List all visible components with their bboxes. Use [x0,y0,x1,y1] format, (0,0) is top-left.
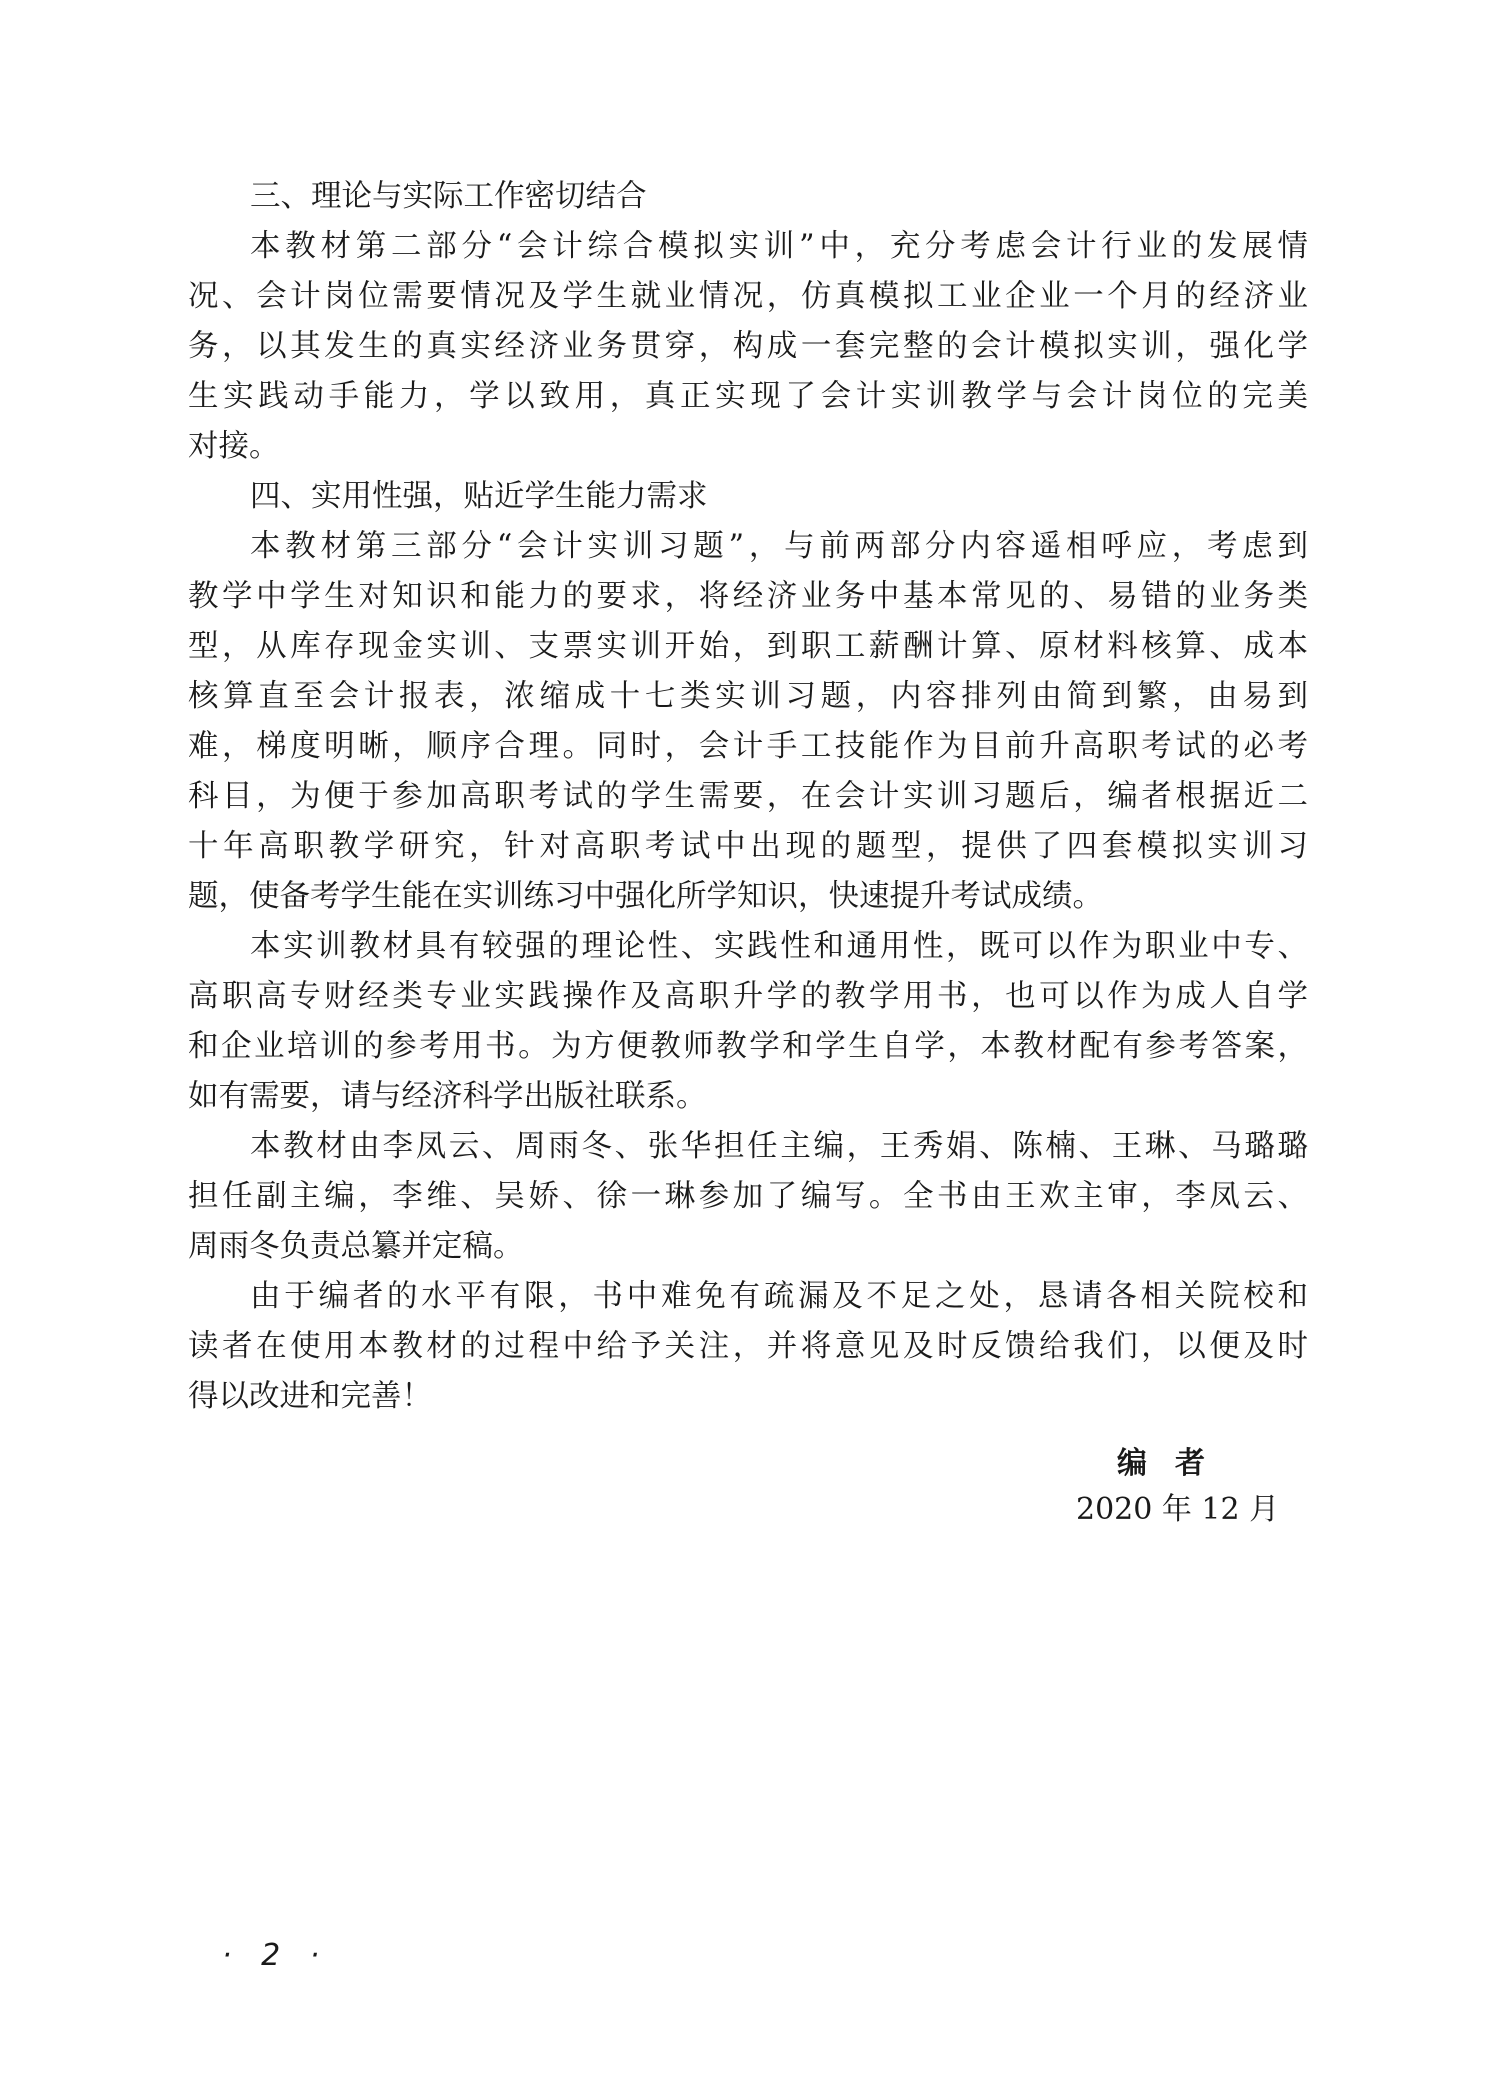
paragraph-line: 核算直至会计报表，浓缩成十七类实训习题，内容排列由简到繁，由易到 [188,679,1308,714]
paragraph-line: 本教材第三部分“会计实训习题”，与前两部分内容遥相呼应，考虑到 [250,529,1308,564]
paragraph-line: 担任副主编，李维、吴娇、徐一琳参加了编写。全书由王欢主审，李凤云、 [188,1179,1308,1214]
paragraph-line: 十年高职教学研究，针对高职考试中出现的题型，提供了四套模拟实训习 [188,829,1308,864]
paragraph-line: 本教材第二部分“会计综合模拟实训”中，充分考虑会计行业的发展情 [250,229,1308,264]
paragraph-line: 对接。 [188,429,280,464]
paragraph-line: 本实训教材具有较强的理论性、实践性和通用性，既可以作为职业中专、 [250,929,1308,964]
paragraph-line: 型，从库存现金实训、支票实训开始，到职工薪酬计算、原材料核算、成本 [188,629,1308,664]
section-heading-4: 四、实用性强，贴近学生能力需求 [250,479,708,514]
paragraph-line: 由于编者的水平有限，书中难免有疏漏及不足之处，恳请各相关院校和 [250,1279,1308,1314]
paragraph-line: 题，使备考学生能在实训练习中强化所学知识，快速提升考试成绩。 [188,879,1103,914]
paragraph-line: 科目，为便于参加高职考试的学生需要，在会计实训习题后，编者根据近二 [188,779,1308,814]
signature-author: 编者 [1117,1446,1233,1481]
paragraph-line: 教学中学生对知识和能力的要求，将经济业务中基本常见的、易错的业务类 [188,579,1308,614]
signature-date: 2020 年 12 月 [1076,1492,1280,1527]
paragraph-line: 难，梯度明晰，顺序合理。同时，会计手工技能作为目前升高职考试的必考 [188,729,1308,764]
paragraph-line: 周雨冬负责总纂并定稿。 [188,1229,524,1264]
paragraph-line: 务，以其发生的真实经济业务贯穿，构成一套完整的会计模拟实训，强化学 [188,329,1308,364]
paragraph-line: 和企业培训的参考用书。为方便教师教学和学生自学，本教材配有参考答案， [188,1029,1308,1064]
paragraph-line: 得以改进和完善！ [188,1379,432,1414]
paragraph-line: 高职高专财经类专业实践操作及高职升学的教学用书，也可以作为成人自学 [188,979,1308,1014]
paragraph-line: 读者在使用本教材的过程中给予关注，并将意见及时反馈给我们，以便及时 [188,1329,1308,1364]
paragraph-line: 本教材由李凤云、周雨冬、张华担任主编，王秀娟、陈楠、王琳、马璐璐 [250,1129,1308,1164]
paragraph-line: 况、会计岗位需要情况及学生就业情况，仿真模拟工业企业一个月的经济业 [188,279,1308,314]
paragraph-line: 生实践动手能力，学以致用，真正实现了会计实训教学与会计岗位的完美 [188,379,1308,414]
section-heading-3: 三、理论与实际工作密切结合 [250,179,647,214]
page-number: · 2 · [222,1938,330,1973]
paragraph-line: 如有需要，请与经济科学出版社联系。 [188,1079,707,1114]
